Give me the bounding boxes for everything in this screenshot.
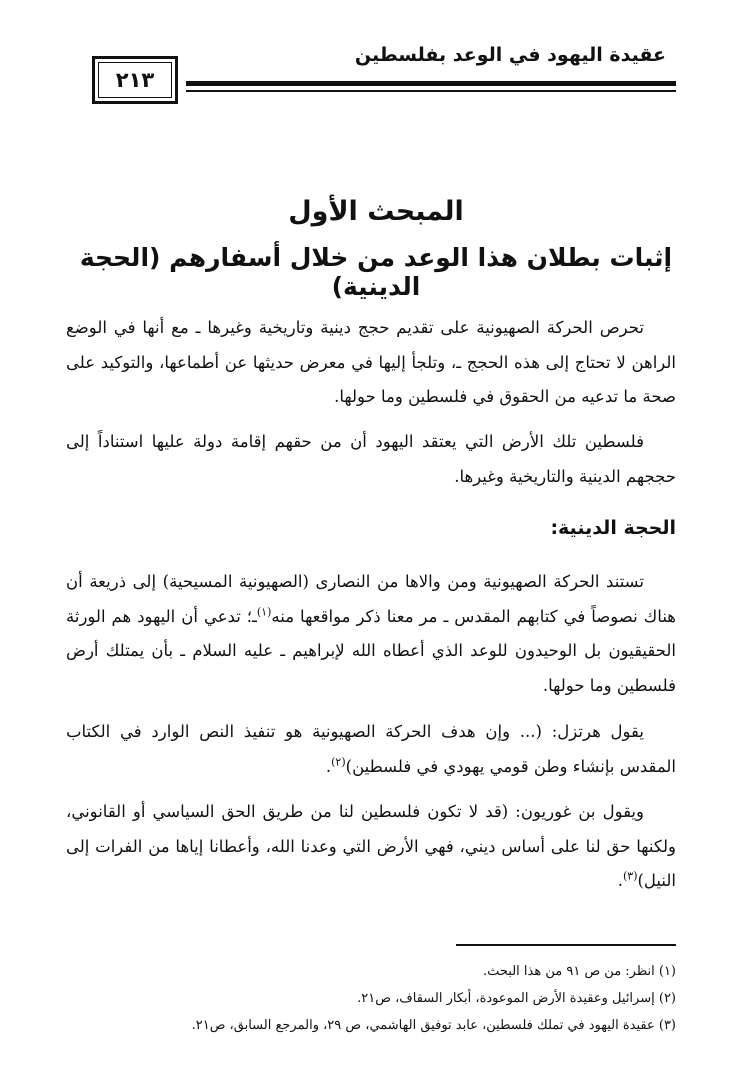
religious-argument-title: الحجة الدينية:: [550, 517, 676, 539]
paragraph-intro: تحرص الحركة الصهيونية على تقديم حجج دينية وتاريخية وغيرها ـ مع أنها في الوضع الراهن لا تحتاج إلى هذه الحجج ـ، وتلجأ إليها في معرض حديثها عن أطماعها، والتوكيد على صحة ما تدعيه من الحقوق في فلسطين وما حولها.: [66, 318, 676, 406]
header-rule-thin: [186, 90, 676, 92]
page-header: [78, 38, 676, 108]
footnote-ref-2: (٢): [331, 755, 346, 768]
running-title: عقيدة اليهود في الوعد بفلسطين: [354, 44, 666, 66]
page-number-box: [92, 56, 178, 104]
paragraph-text: .: [325, 756, 332, 776]
header-rule-thick: [186, 81, 676, 86]
page-number-frame: [98, 62, 172, 98]
paragraph-text: ـ؛ تدعي أن اليهود هم الورثة الحقيقيون بل الوحيدون للوعد الذي أعطاه الله لإبراهيم ـ عليه السلام ـ بأن يمتلك أرض فلسطين وما حولها.: [66, 606, 676, 695]
paragraph-zionist-claim: [66, 565, 676, 703]
footnote-2: (٢) إسرائيل وعقيدة الأرض الموعودة، أبكار السقاف، ص٢١.: [357, 991, 676, 1006]
paragraph-text: ويقول بن غوريون: (قد لا تكون فلسطين لنا من طريق الحق السياسي أو القانوني، ولكنها حق لنا على أساس ديني، فهي الأرض التي وعدنا الله، وأعطانا إياها من الفرات إلى النيل): [66, 802, 676, 890]
paragraph-text: .: [617, 871, 623, 890]
paragraph-ben-gurion-quote: [66, 795, 676, 899]
footnote-3: (٣) عقيدة اليهود في تملك فلسطين، عابد توفيق الهاشمي، ص ٢٩، والمرجع السابق، ص٢١.: [191, 1018, 676, 1033]
footnote-ref-1: (١): [256, 605, 272, 618]
paragraph-herzl-quote: [66, 715, 676, 784]
section-heading: المبحث الأول: [288, 196, 464, 227]
page-number: ٢١٣: [115, 68, 155, 92]
footnote-1: (١) انظر: من ص ٩١ من هذا البحث.: [483, 964, 676, 979]
footnote-separator: [456, 944, 676, 946]
paragraph-text: تستند الحركة الصهيونية ومن والاها من النصارى (الصهيونية المسيحية) إلى ذريعة أن هناك نصوصاً في كتابهم المقدس ـ مر معنا ذكر مواقعها منه: [66, 572, 676, 626]
section-title: إثبات بطلان هذا الوعد من خلال أسفارهم (الحجة الدينية): [79, 243, 673, 301]
paragraph-text: يقول هرتزل: (... وإن هدف الحركة الصهيونية هو تنفيذ النص الوارد في الكتاب المقدس بإنشاء وطن قومي يهودي في فلسطين): [66, 722, 676, 776]
footnotes: [66, 958, 676, 1039]
footnote-ref-3: (٣): [622, 869, 638, 883]
paragraph-palestine: فلسطين تلك الأرض التي يعتقد اليهود أن من حقهم إقامة دولة عليها استناداً إلى حججهم الدينية والتاريخية وغيرها.: [66, 432, 676, 486]
